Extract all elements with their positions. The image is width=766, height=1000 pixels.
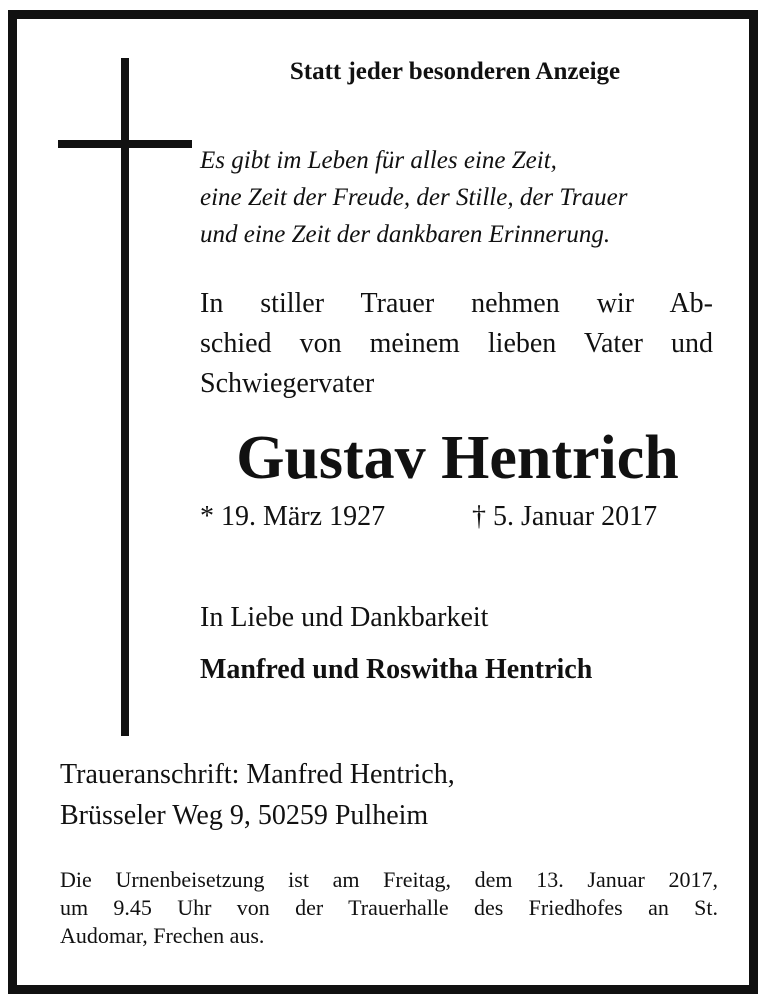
death-date: † 5. Januar 2017 — [472, 501, 658, 532]
mourning-address — [60, 754, 455, 836]
intro-line: schied von meinem lieben Vater und — [200, 328, 713, 359]
deceased-name: Gustav Hentrich — [236, 424, 679, 492]
quote-line: Es gibt im Leben für alles eine Zeit, — [200, 147, 557, 174]
cross-icon-vertical-bar — [121, 58, 129, 736]
cross-icon-horizontal-bar — [58, 140, 192, 148]
notice-line: Audomar, Frechen aus. — [60, 923, 265, 948]
quote-line: und eine Zeit der dankbaren Erinnerung. — [200, 221, 611, 248]
announcement-heading: Statt jeder besonderen Anzeige — [289, 58, 621, 85]
mourning-intro — [200, 284, 713, 404]
birth-date: * 19. März 1927 — [200, 501, 386, 532]
intro-line: In stiller Trauer nehmen wir Ab- — [200, 288, 713, 319]
address-line: Traueranschrift: Manfred Hentrich, — [60, 759, 455, 790]
closing-phrase: In Liebe und Dankbarkeit — [200, 602, 489, 633]
notice-line: um 9.45 Uhr von der Trauerhalle des Friedhofes an St. — [60, 895, 718, 920]
intro-line: Schwiegervater — [200, 368, 375, 399]
memorial-quote — [200, 142, 720, 253]
signers-names: Manfred und Roswitha Hentrich — [200, 654, 593, 685]
burial-notice — [60, 866, 718, 950]
notice-line: Die Urnenbeisetzung ist am Freitag, dem 13. Januar 2017, — [60, 867, 718, 892]
address-line: Brüsseler Weg 9, 50259 Pulheim — [60, 800, 429, 831]
quote-line: eine Zeit der Freude, der Stille, der Trauer — [200, 184, 628, 211]
